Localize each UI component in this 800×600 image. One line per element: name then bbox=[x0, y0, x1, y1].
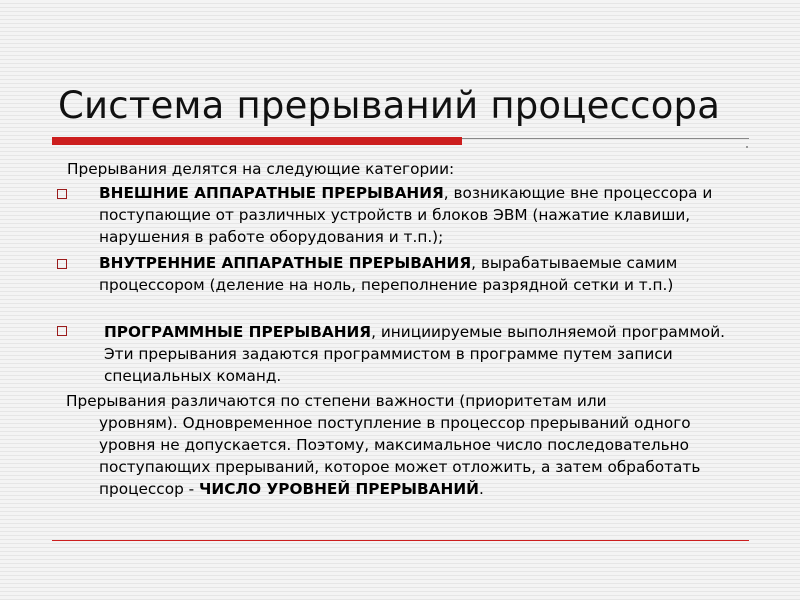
intro-text: Прерывания делятся на следующие категории: bbox=[67, 160, 455, 178]
title-accent-bar bbox=[52, 137, 462, 145]
list-item bbox=[99, 252, 739, 296]
footer-divider bbox=[52, 540, 749, 541]
list-item bbox=[99, 182, 739, 248]
square-bullet-icon bbox=[57, 189, 67, 199]
list-item-heading: ВНЕШНИЕ АППАРАТНЫЕ ПРЕРЫВАНИЯ bbox=[99, 184, 444, 202]
square-bullet-icon bbox=[57, 326, 67, 336]
square-bullet-icon bbox=[57, 259, 67, 269]
paragraph-end: . bbox=[478, 480, 484, 498]
paragraph-emphasis: ЧИСЛО УРОВНЕЙ ПРЕРЫВАНИЙ bbox=[199, 480, 479, 498]
list-item-text: , инициируемые выполняемой программой. Эти прерывания задаются программистом в программе путем записи специальных команд. bbox=[104, 323, 726, 385]
divider-tick bbox=[746, 146, 748, 148]
paragraph-text: уровням). Одновременное поступление в процессор прерываний одного уровня не допускается. Поэтому, максимальное число последовательно поступающих прерываний, которое может отложить, а затем обработать процессор - bbox=[99, 414, 701, 498]
list-item-text: , возникающие вне процессора и поступающие от различных устройств и блоков ЭВМ (нажатие клавиши, нарушения в работе оборудования и т.п.); bbox=[99, 184, 713, 246]
list-item bbox=[104, 321, 739, 387]
paragraph-first-line: Прерывания различаются по степени важности (приоритетам или bbox=[66, 392, 607, 410]
list-item-heading: ПРОГРАММНЫЕ ПРЕРЫВАНИЯ bbox=[104, 323, 372, 341]
slide-title: Система прерываний процессора bbox=[58, 84, 721, 127]
list-item-heading: ВНУТРЕННИЕ АППАРАТНЫЕ ПРЕРЫВАНИЯ bbox=[99, 254, 472, 272]
paragraph-body bbox=[99, 412, 749, 500]
list-item-text: , вырабатываемые самим процессором (деление на ноль, переполнение разрядной сетки и т.п.) bbox=[99, 254, 678, 294]
